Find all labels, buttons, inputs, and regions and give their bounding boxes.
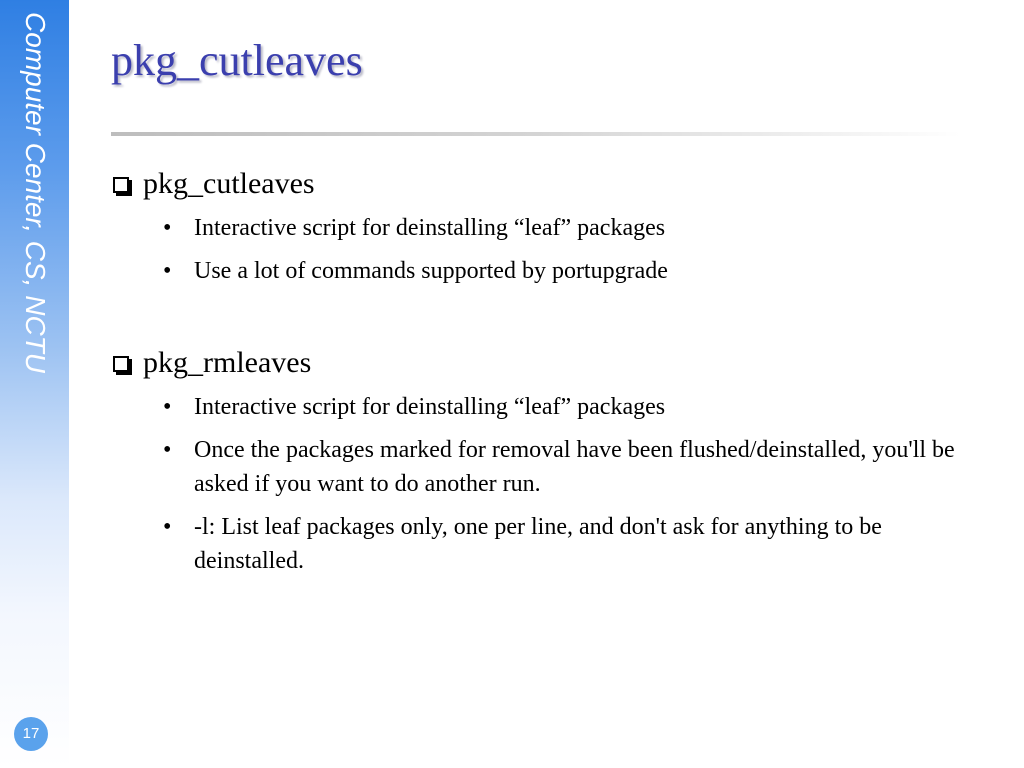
page-number-badge: 17 — [14, 717, 48, 751]
bullet-dot-icon: • — [163, 437, 172, 463]
list-item — [113, 510, 974, 578]
list-item-text: Interactive script for deinstalling “leaf” packages — [194, 215, 666, 241]
bullet-dot-icon: • — [163, 215, 172, 241]
list-item — [113, 254, 974, 288]
list-item — [113, 433, 974, 501]
bullet-list — [113, 211, 993, 288]
bullet-dot-icon: • — [163, 258, 172, 284]
bullet-dot-icon: • — [163, 514, 172, 540]
list-item-text: Use a lot of commands supported by portupgrade — [194, 258, 668, 284]
list-item — [113, 390, 974, 424]
bullet-list — [113, 390, 993, 578]
list-item-text: -l: List leaf packages only, one per line, and don't ask for anything to be deinstalled. — [194, 514, 882, 574]
checkbox-bullet-icon — [113, 356, 129, 372]
checkbox-bullet-icon — [113, 177, 129, 193]
section-heading — [113, 164, 993, 204]
section-pkg-rmleaves — [113, 343, 993, 578]
sidebar-org-label: Computer Center, CS, NCTU — [20, 12, 51, 373]
section-pkg-cutleaves — [113, 164, 993, 288]
slide-title: pkg_cutleaves — [111, 36, 363, 85]
list-item-text: Once the packages marked for removal have been flushed/deinstalled, you'll be asked if you want to do another run. — [194, 437, 955, 497]
sidebar — [0, 0, 69, 768]
bullet-dot-icon: • — [163, 394, 172, 420]
section-heading — [113, 343, 993, 383]
section-heading-text: pkg_cutleaves — [143, 167, 315, 200]
section-heading-text: pkg_rmleaves — [143, 346, 312, 379]
list-item-text: Interactive script for deinstalling “leaf” packages — [194, 394, 666, 420]
title-divider — [111, 132, 961, 136]
list-item — [113, 211, 974, 245]
